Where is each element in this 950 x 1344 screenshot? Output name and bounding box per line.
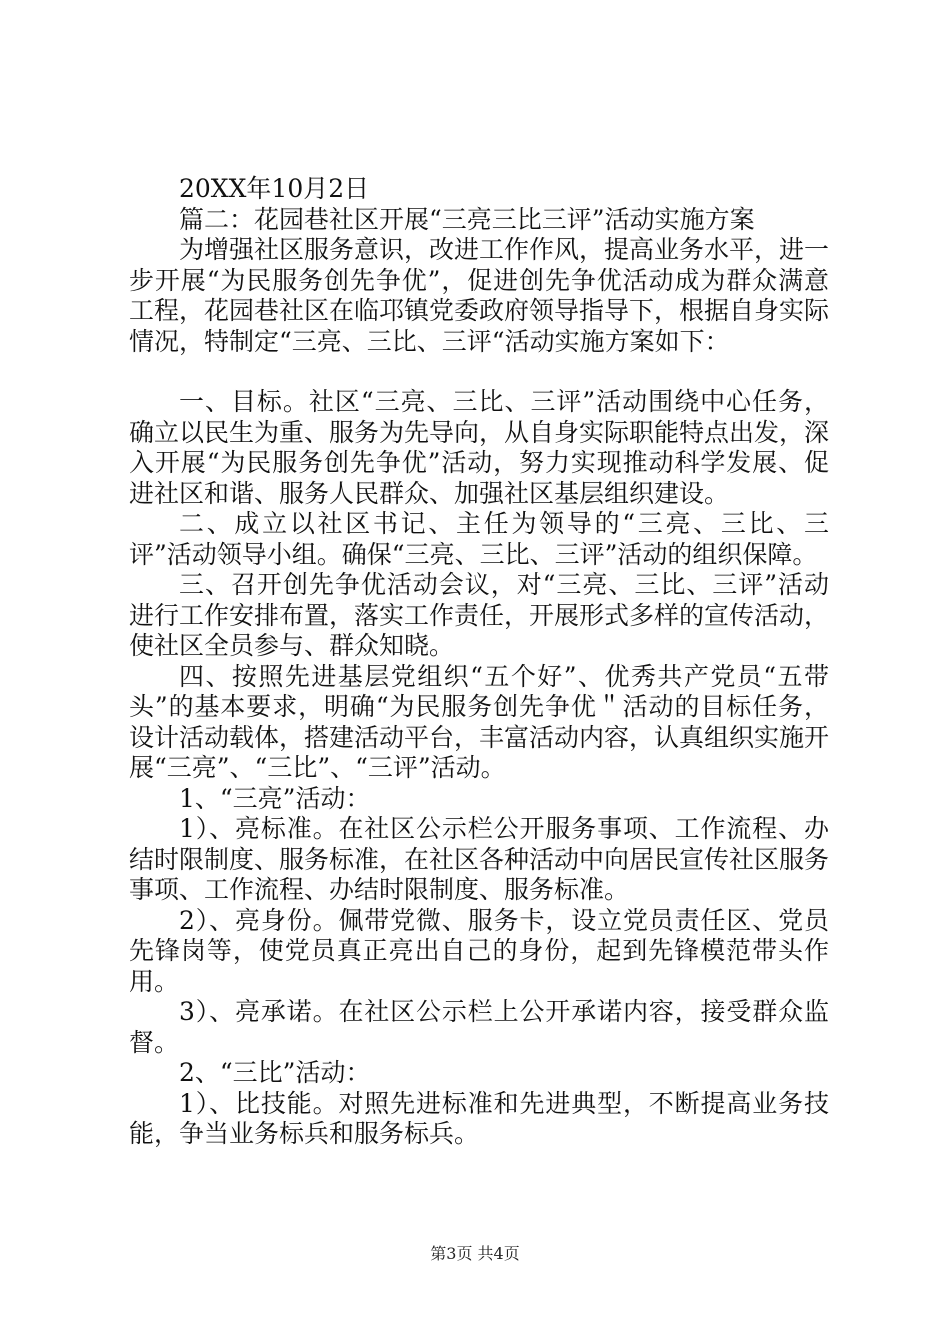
item-show-standards: 1）、亮标准。在社区公示栏公开服务事项、工作流程、办结时限制度、服务标准，在社区各种活动中向居民宣传社区服务事项、工作流程、办结时限制度、服务标准。 [129,814,830,904]
item-show-identity: 2）、亮身份。佩带党微、服务卡，设立党员责任区、党员先锋岗等，使党员真正亮出自己的身份，起到先锋模范带头作用。 [129,905,829,996]
paragraph-requirements: 四、按照先进基层党组织“五个好”、优秀共产党员“五带头”的基本要求，明确“为民服务创先争优＂活动的目标任务，设计活动载体，搭建活动平台，丰富活动内容，认真组织实施开展“三亮”、“三比”、“三评”活动。 [129,661,830,782]
paragraph-goal: 一、目标。社区“三亮、三比、三评”活动围绕中心任务，确立以民生为重、服务为先导向，从自身实际职能特点出发，深入开展“为民服务创先争优”活动，努力实现推动科学发展、促进社区和谐、服务人民群众、加强社区基层组织建设。 [129,387,830,508]
subheading-three-compares: 2、“三比”活动： [179,1058,371,1087]
section-title: 篇二：花园巷社区开展“三亮三比三评”活动实施方案 [179,204,755,234]
paragraph-meeting: 三、召开创先争优活动会议，对“三亮、三比、三评”活动进行工作安排布置，落实工作责任，开展形式多样的宣传活动，使社区全员参与、群众知晓。 [129,570,830,660]
item-compare-skills: 1）、比技能。对照先进标准和先进典型，不断提高业务技能，争当业务标兵和服务标兵。 [129,1088,829,1148]
date-line: 20XX年10月2日 [179,174,370,203]
subheading-three-shows: 1、“三亮”活动： [179,783,371,813]
paragraph-leadership: 二、成立以社区书记、主任为领导的“三亮、三比、三评”活动领导小组。确保“三亮、三比、三评”活动的组织保障。 [129,509,829,569]
intro-paragraph: 为增强社区服务意识，改进工作作风，提高业务水平，进一步开展“为民服务创先争优”，促进创先争优活动成为群众满意工程，花园巷社区在临邛镇党委政府领导指导下，根据自身实际情况，特制定“三亮、三比、三评“活动实施方案如下： [129,235,830,356]
page-number-footer: 第3页 共4页 [430,1244,520,1263]
item-show-commitment: 3）、亮承诺。在社区公示栏上公开承诺内容，接受群众监督。 [129,997,829,1057]
document-body [129,174,829,1150]
